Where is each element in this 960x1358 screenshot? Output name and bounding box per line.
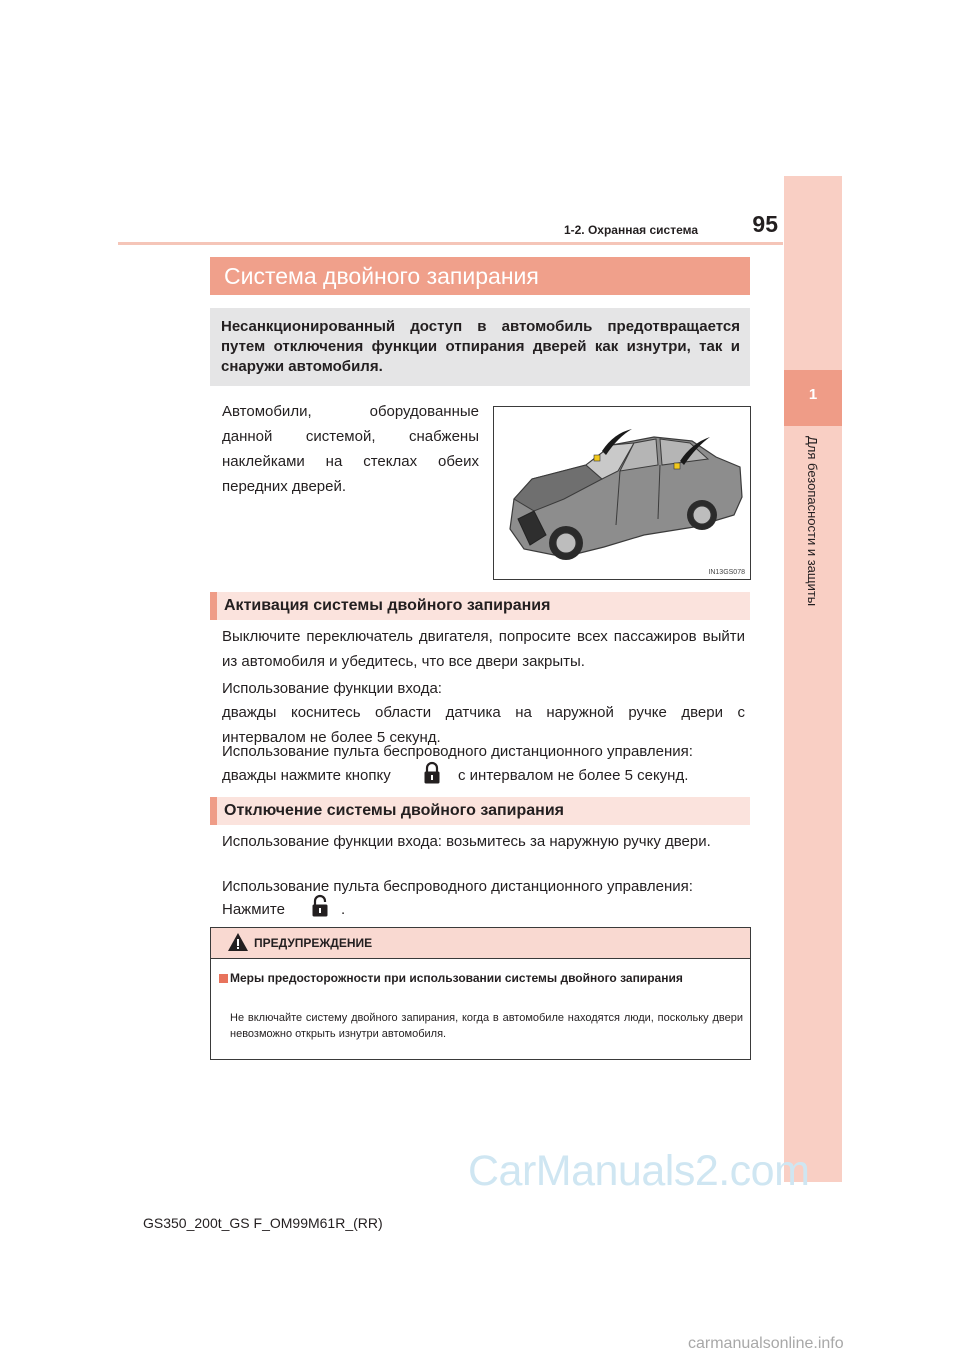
site-watermark: carmanualsonline.info [688, 1335, 844, 1352]
warning-item-title: Меры предосторожности при использовании системы двойного запирания [230, 971, 683, 985]
activation-heading-text: Активация системы двойного запирания [224, 597, 551, 614]
warning-triangle-icon [227, 932, 249, 952]
car-illustration [494, 407, 750, 579]
header-rule [118, 242, 783, 245]
page-number: 95 [752, 211, 778, 237]
warning-box [210, 927, 751, 1060]
car-figure [493, 406, 751, 580]
warning-header [211, 928, 750, 959]
intro-text: Несанкционированный доступ в автомобиль предотвращается путем отключения функции отпирания дверей как изнутри, так и снаружи автомобиля. [221, 318, 740, 375]
activation-remote-line1: Использование пульта беспроводного дистанционного управления: [222, 743, 693, 760]
figure-code: IN13GS078 [708, 569, 745, 576]
unlock-icon [311, 894, 329, 918]
bullet-square-icon [219, 974, 228, 983]
warning-title: ПРЕДУПРЕЖДЕНИЕ [254, 936, 373, 950]
section-title: 1-2. Охранная система [563, 223, 698, 237]
activation-remote-before: дважды нажмите кнопку [222, 767, 391, 784]
intro-box [210, 308, 750, 386]
deactivation-entry: Использование функции входа: возьмитесь за наружную ручку двери. [222, 833, 711, 850]
main-heading-text: Система двойного запирания [224, 263, 539, 289]
main-heading [210, 257, 750, 295]
heading-accent-bar [210, 797, 217, 825]
activation-remote-after: с интервалом не более 5 секунд. [458, 767, 689, 784]
watermark: CarManuals2.com [468, 1147, 810, 1195]
activation-entry-line2: дважды коснитесь области датчика на наружной ручке двери с интервалом не более 5 секунд. [222, 704, 745, 746]
deactivation-remote-after: . [341, 901, 346, 918]
deactivation-remote-before: Нажмите [222, 901, 285, 918]
activation-heading [210, 592, 750, 620]
car-paragraph: Автомобили, оборудованные данной системой, снабжены наклейками на стеклах обеих передних дверей. [222, 403, 479, 495]
activation-entry-line1: Использование функции входа: [222, 680, 442, 697]
deactivation-heading [210, 797, 750, 825]
chapter-title: Для безопасности и защиты [805, 436, 820, 607]
side-tab [784, 176, 842, 1182]
heading-accent-bar [210, 592, 217, 620]
deactivation-remote-line1: Использование пульта беспроводного дистанционного управления: [222, 878, 693, 895]
activation-paragraph: Выключите переключатель двигателя, попросите всех пассажиров выйти из автомобиля и убедитесь, что все двери закрыты. [222, 628, 745, 670]
footer-code: GS350_200t_GS F_OM99M61R_(RR) [143, 1215, 383, 1231]
chapter-number: 1 [808, 386, 818, 403]
deactivation-heading-text: Отключение системы двойного запирания [224, 802, 564, 819]
lock-icon [423, 761, 441, 785]
warning-item-text: Не включайте систему двойного запирания, когда в автомобиле находятся люди, поскольку двери невозможно открыть изнутри автомобиля. [230, 1012, 743, 1040]
